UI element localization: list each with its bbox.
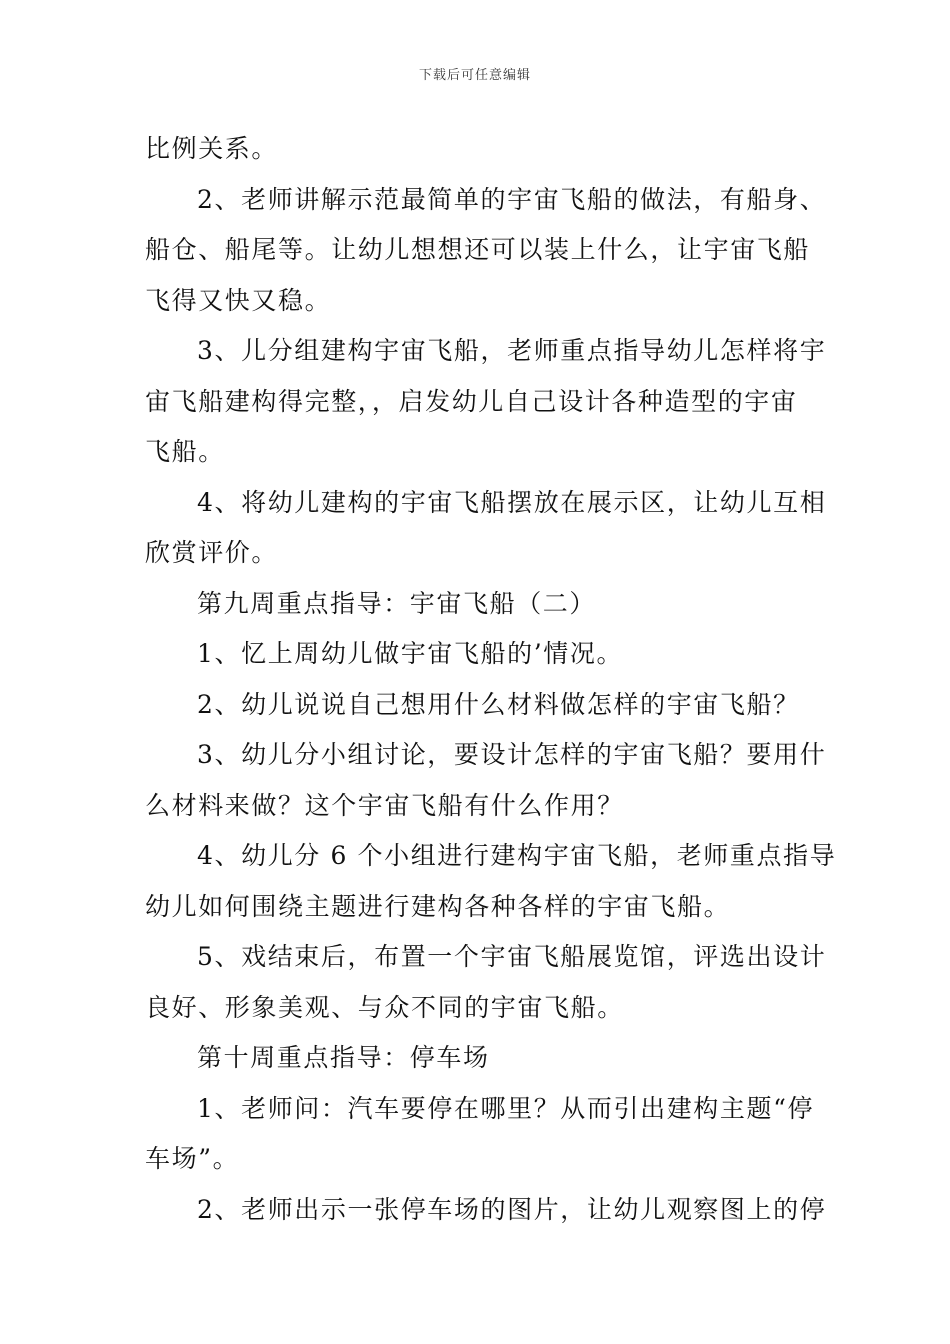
section-heading: 第十周重点指导：停车场 (197, 1043, 490, 1072)
text-line: 2、老师讲解示范最简单的宇宙飞船的做法，有船身、 (197, 184, 827, 214)
text-line: 欣赏评价。 (145, 538, 279, 567)
text-line: 宙飞船建构得完整，，启发幼儿自己设计各种造型的宇宙 (145, 386, 798, 416)
text-line: 飞得又快又稳。 (145, 285, 332, 315)
text-line: 么材料来做？这个宇宙飞船有什么作用？ (145, 790, 624, 820)
text-line: 5、戏结束后，布置一个宇宙飞船展览馆，评选出设计 (197, 942, 827, 971)
text-line: 4、幼儿分 6 个小组进行建构宇宙飞船，老师重点指导 (197, 841, 837, 870)
text-line: 1、老师问：汽车要停在哪里？从而引出建构主题“停 (197, 1093, 815, 1123)
text-line: 3、儿分组建构宇宙飞船，老师重点指导幼儿怎样将宇 (197, 336, 827, 365)
text-line: 3、幼儿分小组讨论，要设计怎样的宇宙飞船？要用什 (197, 740, 827, 769)
text-line: 良好、形象美观、与众不同的宇宙飞船。 (145, 992, 624, 1022)
text-line: 飞船。 (145, 437, 225, 466)
text-line: 1、忆上周幼儿做宇宙飞船的’情况。 (197, 639, 624, 668)
text-line: 2、幼儿说说自己想用什么材料做怎样的宇宙飞船？ (197, 689, 800, 719)
text-line: 车场”。 (145, 1144, 240, 1173)
text-line: 比例关系。 (145, 134, 279, 163)
text-line: 2、老师出示一张停车场的图片，让幼儿观察图上的停 (197, 1194, 827, 1224)
page-header: 下载后可任意编辑 (418, 68, 531, 83)
text-line: 船仓、船尾等。让幼儿想想还可以装上什么，让宇宙飞船 (145, 235, 811, 264)
text-block (145, 124, 837, 1235)
text-line: 幼儿如何围绕主题进行建构各种各样的宇宙飞船。 (145, 891, 731, 921)
text-line: 4、将幼儿建构的宇宙飞船摆放在展示区，让幼儿互相 (197, 487, 827, 517)
document-body (145, 124, 837, 1235)
section-heading: 第九周重点指导：宇宙飞船（二） (197, 588, 597, 618)
